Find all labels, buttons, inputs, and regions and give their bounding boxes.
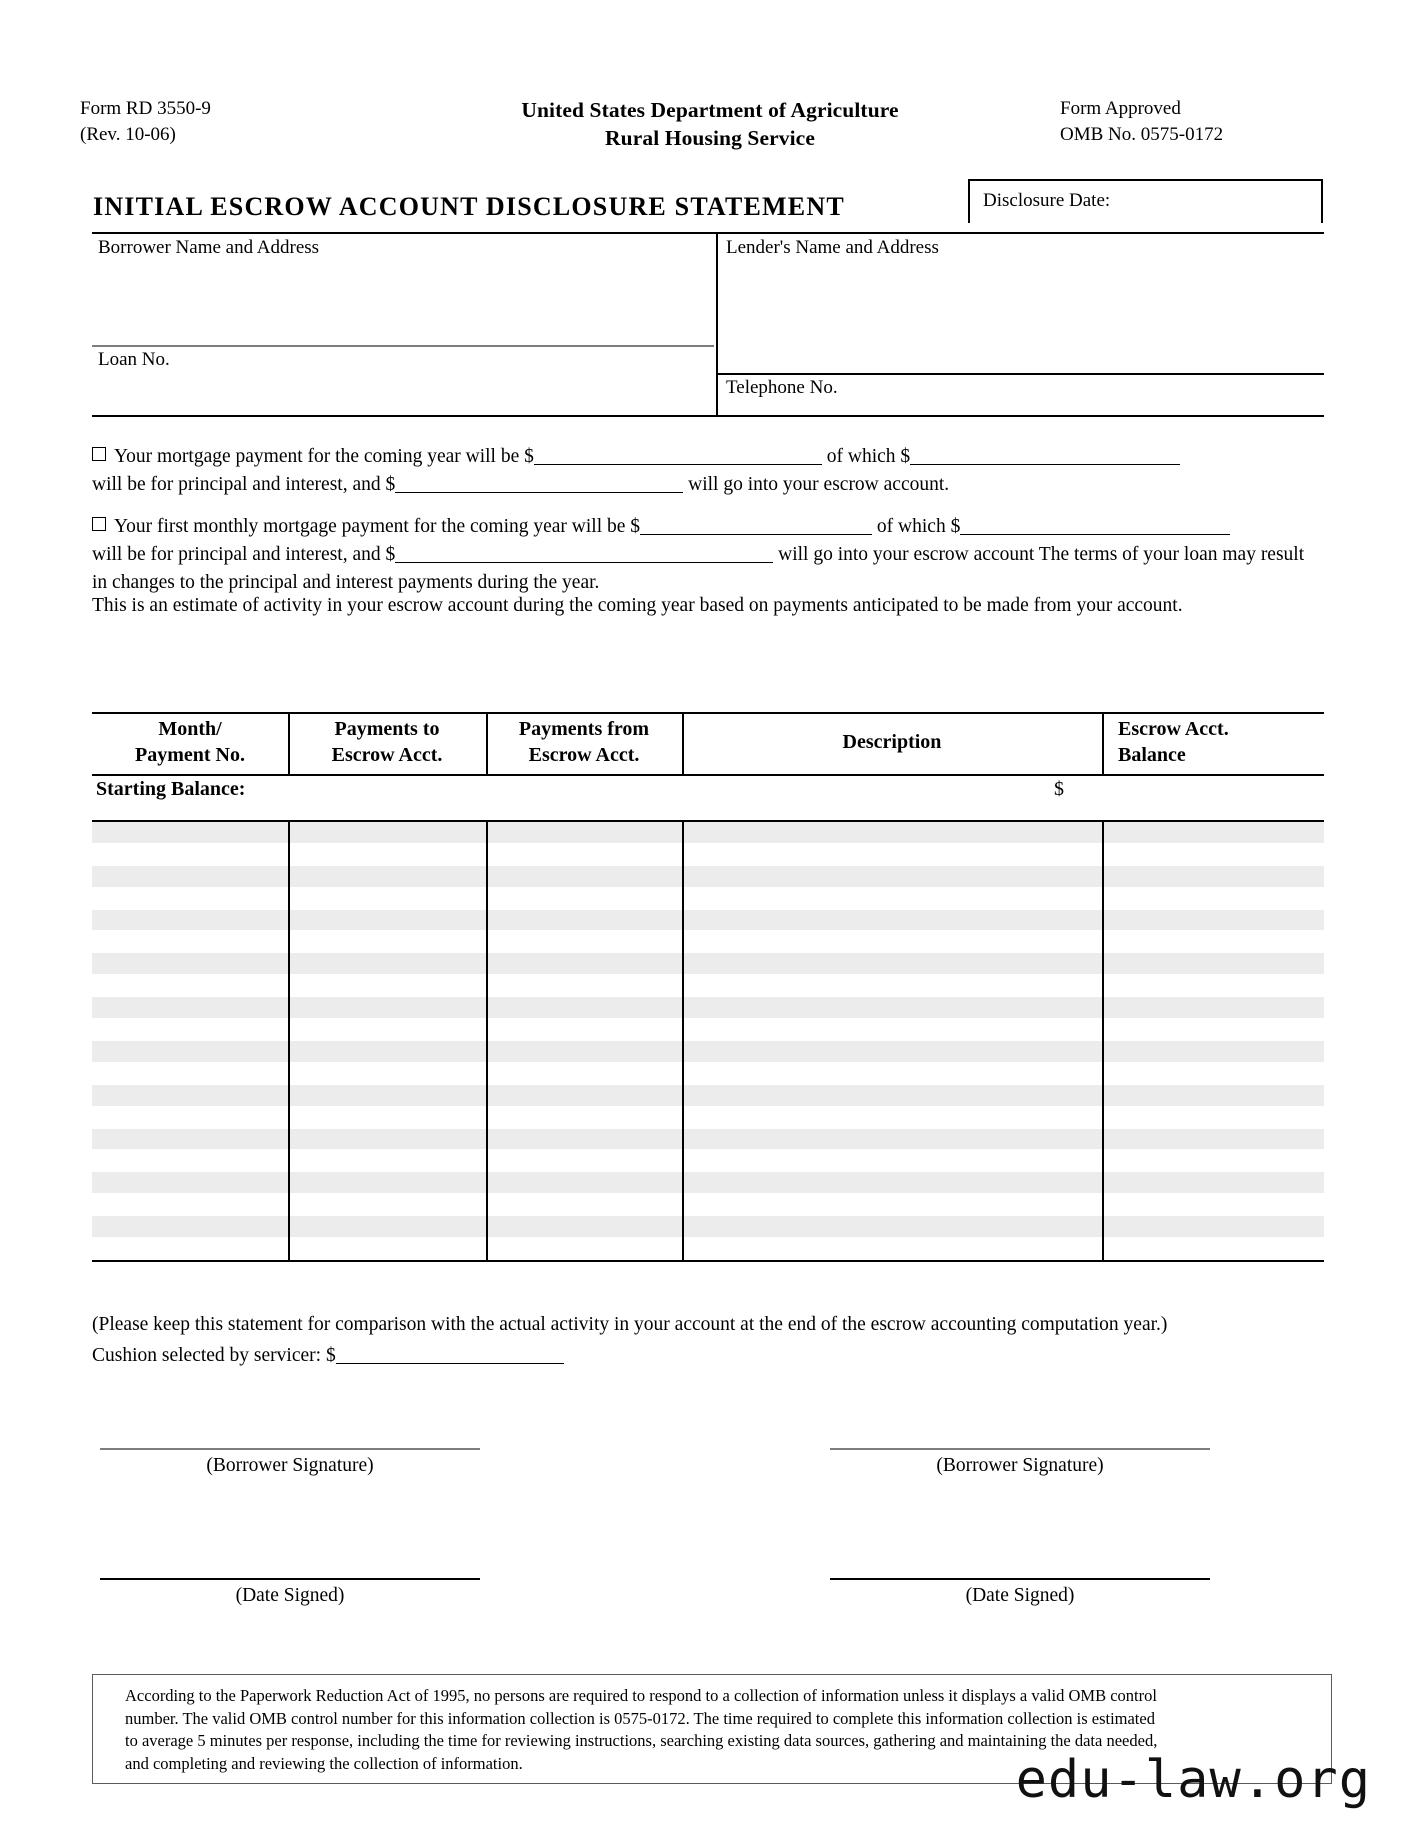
loan-no-rule	[92, 345, 714, 347]
borrower-signature-line-left[interactable]	[100, 1448, 480, 1450]
option-1-text-a: Your mortgage payment for the coming year will be	[114, 446, 520, 467]
table-row[interactable]	[92, 822, 1324, 843]
grid-column-line-1	[288, 822, 290, 1260]
option-2-checkbox[interactable]	[92, 517, 106, 531]
table-bottom-rule	[92, 1260, 1324, 1262]
header-from-line-2: Escrow Acct.	[528, 744, 640, 766]
option-2-escrow-portion-blank[interactable]	[960, 534, 1230, 535]
option-1-dollar-3: $	[385, 474, 396, 495]
option-2-text-a: Your first monthly mortgage payment for the coming year will be	[114, 516, 626, 537]
table-header-rule	[92, 774, 1324, 776]
cushion-label: Cushion selected by servicer:	[92, 1345, 322, 1366]
table-row[interactable]	[92, 997, 1324, 1018]
table-row[interactable]	[92, 1085, 1324, 1106]
starting-balance-label: Starting Balance:	[96, 778, 246, 800]
option-1-text-d: will go into your escrow account.	[688, 474, 950, 495]
idblock-vertical-divider	[716, 232, 718, 417]
option-1-escrow-portion-blank[interactable]	[910, 464, 1180, 465]
starting-balance-dollar: $	[1054, 778, 1064, 800]
header-balance-line-2: Balance	[1118, 744, 1186, 766]
option-2-text-e: in changes to the principal and interest payments during the year.	[92, 572, 600, 593]
table-row[interactable]	[92, 1216, 1324, 1237]
idblock-top-rule	[92, 232, 1324, 234]
title-band	[0, 192, 1416, 232]
table-body-grid[interactable]	[92, 822, 1324, 1260]
lender-name-address-label: Lender's Name and Address	[726, 237, 939, 258]
option-2-dollar-1: $	[630, 516, 641, 537]
header-divider-4	[1102, 712, 1104, 774]
grid-column-line-3	[682, 822, 684, 1260]
option-2-principal-interest-blank[interactable]	[395, 562, 773, 563]
agency-line-2: Rural Housing Service	[605, 126, 815, 150]
grid-column-line-4	[1102, 822, 1104, 1260]
grid-column-line-2	[486, 822, 488, 1260]
option-2-paragraph	[92, 513, 1332, 597]
cushion-amount-blank[interactable]	[336, 1363, 564, 1364]
header-divider-1	[288, 712, 290, 774]
date-signed-label-left: (Date Signed)	[235, 1585, 345, 1606]
keep-statement-note: (Please keep this statement for comparison with the actual activity in your account at the end of the escrow accounting computation year.)	[92, 1314, 1168, 1335]
header-meta-row	[0, 96, 1416, 166]
identification-block	[92, 232, 1324, 417]
omb-number: OMB No. 0575-0172	[1060, 124, 1224, 145]
cushion-dollar: $	[325, 1345, 336, 1366]
header-divider-2	[486, 712, 488, 774]
pra-line-3: to average 5 minutes per response, including the time for reviewing instructions, searching existing data sources, gathering and maintaining the data needed,	[125, 1731, 1158, 1750]
telephone-rule	[718, 373, 1324, 375]
option-2-text-b: of which	[876, 516, 946, 537]
header-to-line-2: Escrow Acct.	[331, 744, 443, 766]
estimate-note: This is an estimate of activity in your escrow account during the coming year based on payments anticipated to be made from your account.	[92, 595, 1183, 616]
table-top-rule	[92, 712, 1324, 714]
option-1-paragraph	[92, 443, 1332, 499]
option-1-dollar-1: $	[524, 446, 534, 467]
disclosure-date-label: Disclosure Date:	[983, 190, 1111, 211]
option-2-text-c: will be for principal and interest, and	[92, 544, 381, 565]
form-number: Form RD 3550-9	[80, 98, 211, 119]
column-header-escrow-balance	[1104, 716, 1324, 768]
omb-approval	[1060, 96, 1390, 148]
table-row[interactable]	[92, 1129, 1324, 1150]
table-row[interactable]	[92, 866, 1324, 887]
option-1-principal-interest-blank[interactable]	[395, 492, 683, 493]
form-approved-label: Form Approved	[1060, 98, 1181, 119]
idblock-bottom-rule	[92, 415, 1324, 417]
header-divider-3	[682, 712, 684, 774]
table-row[interactable]	[92, 910, 1324, 931]
borrower-signature-label-left: (Borrower Signature)	[206, 1455, 374, 1476]
page-title: INITIAL ESCROW ACCOUNT DISCLOSURE STATEMENT	[93, 192, 845, 221]
site-watermark: edu-law.org	[1015, 1750, 1371, 1810]
option-1-text-b: of which	[826, 446, 896, 467]
option-1-dollar-2: $	[900, 446, 911, 467]
form-revision: (Rev. 10-06)	[80, 124, 176, 145]
table-row[interactable]	[92, 953, 1324, 974]
option-2-dollar-3: $	[385, 544, 396, 565]
date-signed-line-right[interactable]	[830, 1578, 1210, 1580]
header-to-line-1: Payments to	[334, 718, 440, 740]
header-month-line-2: Payment No.	[135, 744, 245, 766]
date-signed-label-right: (Date Signed)	[965, 1585, 1075, 1606]
option-2-text-d: will go into your escrow account The terms of your loan may result	[778, 544, 1305, 565]
loan-no-label: Loan No.	[98, 349, 170, 370]
option-2-dollar-2: $	[950, 516, 961, 537]
agency-title	[400, 96, 1020, 152]
table-row[interactable]	[92, 1041, 1324, 1062]
pra-line-1: According to the Paperwork Reduction Act of 1995, no persons are required to respond to a collection of information unless it displays a valid OMB control	[125, 1686, 1157, 1705]
pra-line-2: number. The valid OMB control number for this information collection is 0575-0172. The time required to complete this information collection is estimated	[125, 1708, 1155, 1728]
option-2-total-payment-blank[interactable]	[640, 534, 872, 535]
borrower-signature-label-right: (Borrower Signature)	[936, 1455, 1104, 1476]
date-signed-line-left[interactable]	[100, 1578, 480, 1580]
disclosure-date-field[interactable]	[968, 179, 1323, 223]
column-header-month-payment-no	[92, 716, 288, 768]
agency-line-1: United States Department of Agriculture	[521, 98, 899, 122]
option-1-checkbox[interactable]	[92, 447, 106, 461]
pra-line-4: and completing and reviewing the collection of information.	[125, 1753, 523, 1773]
cushion-row	[92, 1345, 564, 1367]
option-1-text-c: will be for principal and interest, and	[92, 474, 381, 495]
column-header-payments-from-escrow	[486, 716, 682, 768]
header-from-line-1: Payments from	[518, 718, 650, 740]
column-header-description: Description	[842, 731, 942, 753]
table-row[interactable]	[92, 1172, 1324, 1193]
header-month-line-1: Month/	[158, 718, 222, 740]
column-header-payments-to-escrow	[288, 716, 486, 768]
telephone-no-label: Telephone No.	[726, 377, 838, 398]
borrower-signature-line-right[interactable]	[830, 1448, 1210, 1450]
header-balance-line-1: Escrow Acct.	[1118, 718, 1229, 740]
borrower-name-address-label: Borrower Name and Address	[98, 237, 320, 258]
option-1-total-payment-blank[interactable]	[534, 464, 822, 465]
form-identifier	[80, 96, 400, 148]
